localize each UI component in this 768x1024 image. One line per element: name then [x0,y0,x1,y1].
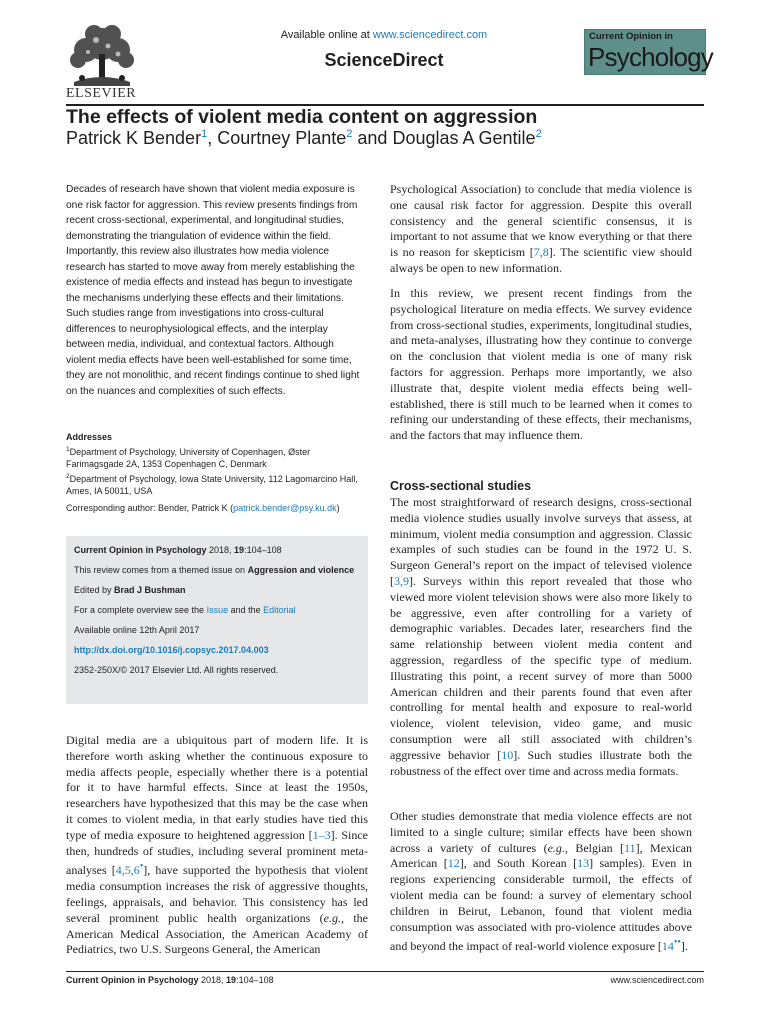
text-run-italic: e.g. [547,840,565,855]
intro-paragraph [66,733,368,958]
info-overview-and: and the [228,605,264,615]
address-item [66,444,366,471]
addresses-heading: Addresses [66,432,113,442]
author-name: Courtney Plante [217,128,347,148]
footer-year: 2018, [198,975,227,985]
citation-link[interactable]: 14 [661,939,674,954]
paragraph [390,495,692,779]
info-themed-prefix: This review comes from a themed issue on [74,565,248,575]
text-run: Psychological Association) to conclude that media violence is one causal risk factor for aggression. Despite this overall consistency and the general scientific consensus, it is important to not assume that we know everything or that there is no reason for skepticism [ [390,182,692,260]
info-pages: :104–108 [244,545,282,555]
citation-link[interactable]: 12 [447,856,460,871]
footer-volume: 19 [226,975,237,985]
info-year: 2018, [206,545,235,555]
paragraph: In this review, we present recent findings from the psychological literature on media effects. We survey evidence from cross-sectional studies, experiments, longitudinal studies, and meta-analyses, illustrating how they continue to converge on the conclusion that violent media is one of many risk factors for aggression. Perhaps more importantly, we also illustrate that, despite violent media effects being well-established, there is still much to be learned when it comes to refining our understanding of these effects, their mechanisms, and the factors that may influence them. [390,286,692,443]
text-run: ], Mexican American [ [390,840,693,871]
address-marker: 1 [66,445,70,453]
editorial-link[interactable]: Editorial [263,605,296,615]
journal-cover-badge [584,29,713,75]
journal-cover-title: Psychology [588,42,713,72]
author-affiliation[interactable]: 1 [201,128,208,140]
sciencedirect-link[interactable]: www.sciencedirect.com [372,29,488,41]
citation-link[interactable]: 11 [624,840,636,855]
doi-link[interactable]: http://dx.doi.org/10.1016/j.copsyc.2017.04.003 [74,645,269,655]
article-title: The effects of violent media content on aggression [66,106,538,128]
text-run: , Belgian [ [564,840,625,855]
author-list [66,128,542,149]
citation-link[interactable]: 13 [577,856,590,871]
paragraph [390,809,692,955]
footer-divider [66,971,704,972]
addresses-block [66,431,366,498]
email-link[interactable]: patrick.bender@psy.ku.dk [233,503,337,513]
text-run: ]. Surveys within this report revealed that those who viewed more violent television shows were also more likely to be aggressive, even after controlling for a variety of demographic variables. Decades later, researchers find the same relationship between violent media content and aggression, regardless of the specific type of medium. Illustrating this point, a recent survey of more than 5000 American children and their parents found that even after controlling for mental health and exposure to real-world violence, violent television, video game, and music consumption were all still associated with children’s aggressive behavior [ [390,573,692,762]
corresponding-suffix: ) [336,503,340,513]
citation-link[interactable]: 10 [501,747,514,762]
address-text: Department of Psychology, Iowa State University, 112 Lagomarcino Hall, Ames, IA 50011, USA [66,473,358,496]
journal-cover-subtitle: Current Opinion in [589,31,673,42]
text-run: Other studies demonstrate that media violence effects are not limited to a single culture; similar effects have been shown across a variety of cultures ( [390,809,692,855]
info-edited-prefix: Edited by [74,585,115,595]
info-themed-topic: Aggression and violence [247,565,355,575]
author-separator: and [352,128,393,148]
issue-link[interactable]: Issue [206,605,229,615]
text-run: ]. Since then, hundreds of studies, including several prominent meta-analyses [ [66,827,368,878]
text-run: ]. Such studies illustrate both the robustness of the effect over time and across media formats. [390,747,692,778]
publisher-name: ELSEVIER [66,86,137,101]
citation-link[interactable]: 1–3 [312,827,331,842]
text-run: ] samples). Even in regions experiencing considerable turmoil, the effects of violent media can be found: a survey of elementary school children in Beirut, Lebanon, found that violent media consumption was associated with pro-violence attitudes above and beyond the impact of real-world violence exposure [ [390,856,692,954]
text-run: ]. [680,939,688,954]
author-separator: , [207,128,218,148]
text-run: ], and South Korean [ [459,856,578,871]
abstract: Decades of research have shown that violent media exposure is one risk factor for aggression. This review presents findings from recent cross-sectional, experimental, and longitudinal studies, demonstrating the triangulation of evidence within the field. Importantly, this review also illustrates how media violence research has started to move away from merely establishing the existence of media effects and instead has begun to investigate the mechanisms underlying these effects and their limitations. Such studies range from investigations into cross-cultural differences to neurophysiological effects, and the interplay between media, individual, and contextual factors. Although violent media effects have been well-established for some time, they are not monolithic, and recent findings continue to shed light on the nuances and complexities of such effects. [66,184,360,397]
info-journal: Current Opinion in Psychology [74,545,207,555]
author-name: Patrick K Bender [66,128,202,148]
article-info-box [66,536,368,704]
info-overview [74,605,296,615]
text-run: Digital media are a ubiquitous part of modern life. It is therefore worth asking whether the continuous exposure to media affects people, especially whether there is a potential for it to have harmful effects. Since at least the 1950s, researchers have hypothesized that this may be the case when it comes to violent media, in that early studies have tied this type of media exposure to heightened aggression [ [66,733,368,842]
citation-marker: •• [673,937,681,949]
info-citation [74,545,282,555]
citation-link[interactable]: 4,5,6 [115,863,140,878]
address-item [66,471,366,498]
footer-pages: :104–108 [236,975,274,985]
info-overview-prefix: For a complete overview see the [74,605,207,615]
author-affiliation[interactable]: 2 [346,128,353,140]
citation-marker: • [139,861,144,873]
info-editor-name: Brad J Bushman [114,585,186,595]
corresponding-author [66,503,366,513]
citation-link[interactable]: 3,9 [394,573,409,588]
text-run: ]. The scientific view should always be open to new information. [390,245,693,275]
info-doi-line [74,645,269,655]
available-prefix: Available online at [280,29,373,41]
info-copyright: 2352-250X/© 2017 Elsevier Ltd. All rights reserved. [74,665,279,675]
footer-journal: Current Opinion in Psychology [66,975,199,985]
info-themed-issue [74,565,354,575]
footer-citation [66,975,274,985]
text-run: , the American Medical Association, the American Academy of Pediatrics, two U.S. Surgeons General, the American [66,910,368,957]
info-available-date: Available online 12th April 2017 [74,625,200,635]
address-marker: 2 [66,472,70,480]
author-name: Douglas A Gentile [392,128,536,148]
corresponding-prefix: Corresponding author: Bender, Patrick K ( [66,503,234,513]
info-editor [74,585,186,595]
paragraph [390,182,692,277]
section-heading: Cross-sectional studies [390,479,532,493]
info-volume: 19 [234,545,245,555]
text-run-italic: e.g. [323,910,341,925]
address-text: Department of Psychology, University of Copenhagen, Øster Farimagsgade 2A, 1353 Copenhagen C, Denmark [66,446,311,469]
author-affiliation[interactable]: 2 [535,128,542,140]
footer-url[interactable]: www.sciencedirect.com [610,975,704,985]
citation-link[interactable]: 7,8 [533,245,549,260]
text-run: The most straightforward of research designs, cross-sectional media violence studies usually involve surveys that assess, at minimum, violent media consumption and aggression. Classic examples of such studies can be found in the 1972 U. S. Surgeon General’s report on the impact of televised violence [ [390,495,692,588]
text-run: ], have supported the hypothesis that violent media consumption increases the risk of aggressive thoughts, feelings, appraisals, and behavior. This consistency has led several prominent public health organizations ( [66,863,368,925]
sciencedirect-brand: ScienceDirect [324,50,444,70]
